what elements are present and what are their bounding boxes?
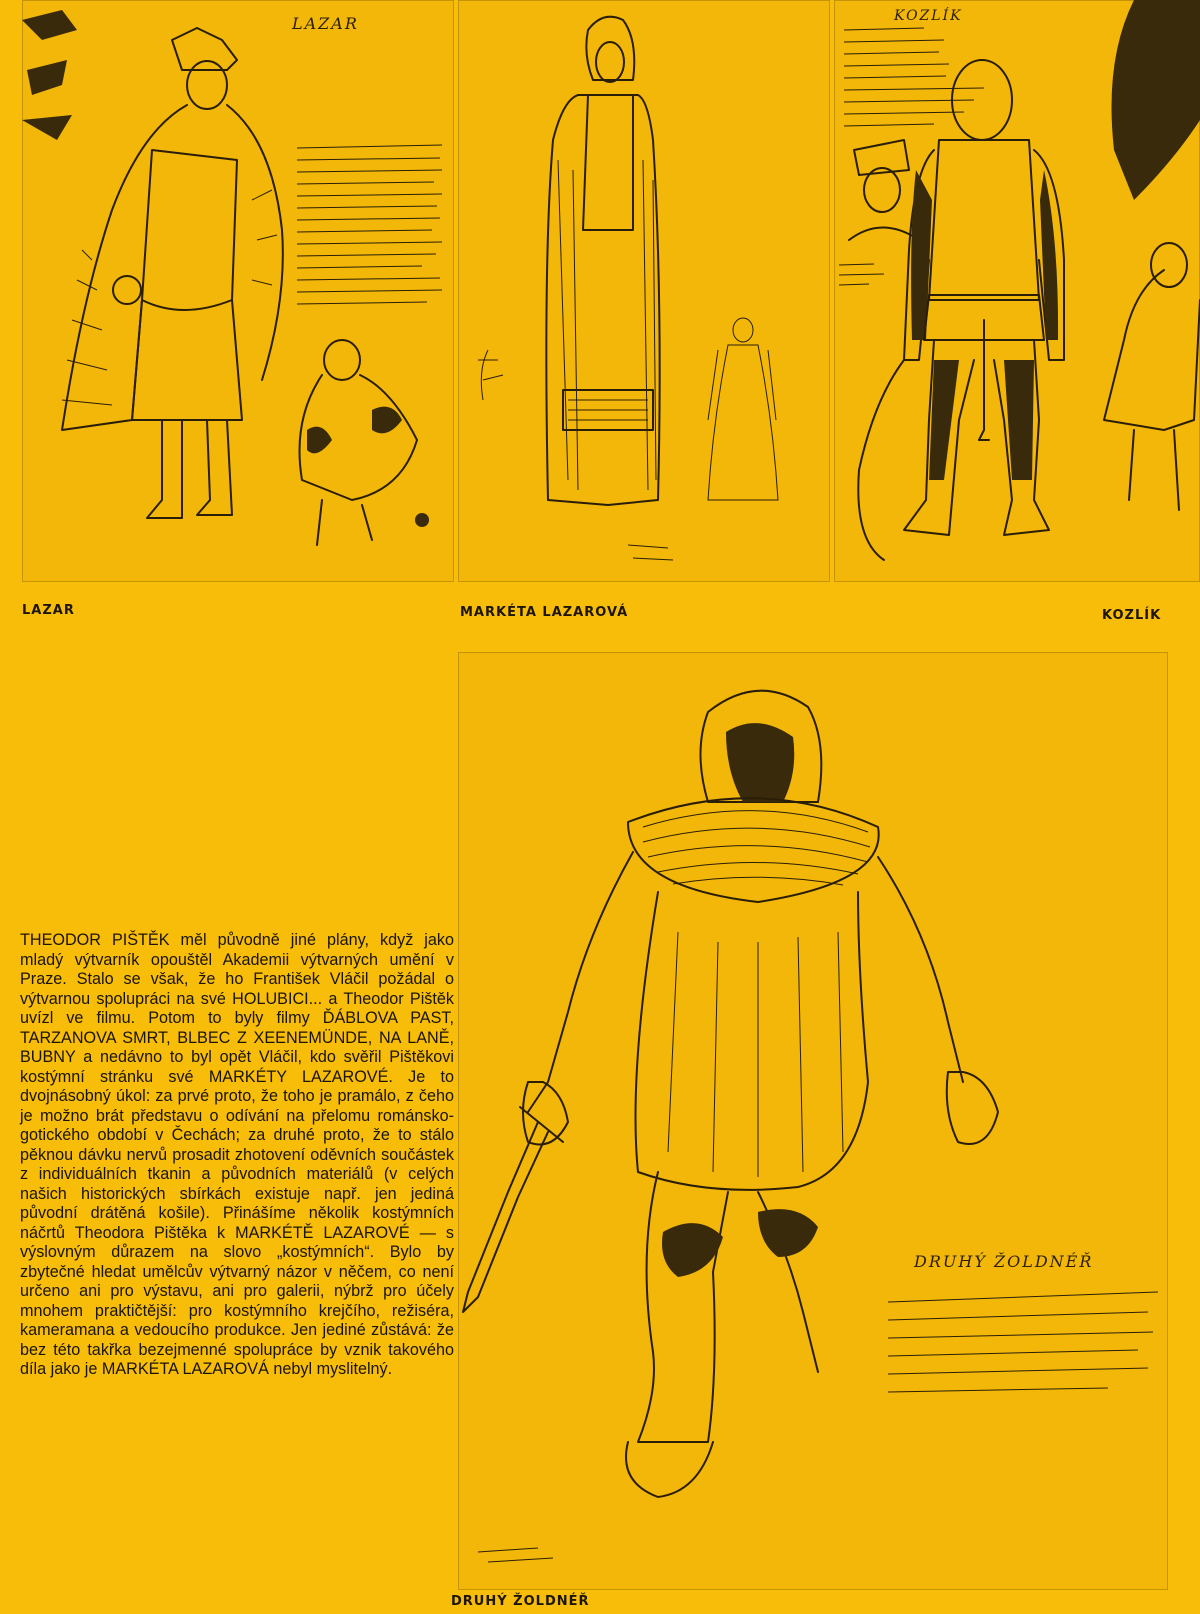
marketa-drawing bbox=[458, 0, 830, 582]
lazar-handwritten-label: LAZAR bbox=[292, 14, 359, 33]
caption-marketa: MARKÉTA LAZAROVÁ bbox=[460, 605, 629, 620]
caption-kozlik: KOZLÍK bbox=[1102, 608, 1162, 623]
sketch-kozlik bbox=[834, 0, 1200, 582]
caption-lazar: LAZAR bbox=[22, 603, 75, 618]
sketch-zoldner bbox=[458, 652, 1168, 1590]
sketch-lazar bbox=[22, 0, 454, 582]
lazar-drawing bbox=[22, 0, 454, 582]
zoldner-drawing bbox=[458, 652, 1168, 1590]
caption-zoldner: DRUHÝ ŽOLDNÉŘ bbox=[451, 1594, 590, 1609]
kozlik-handwritten-label: KOZLÍK bbox=[894, 8, 963, 24]
zoldner-handwritten-label: DRUHÝ ŽOLDNÉŘ bbox=[914, 1252, 1094, 1271]
sketch-marketa bbox=[458, 0, 830, 582]
article-body: THEODOR PIŠTĚK měl původně jiné plány, když jako mladý výtvarník opouštěl Akademii výtvarných umění v Praze. Stalo se však, že ho František Vláčil požádal o výtvarnou spolupráci na své HOLUBICI... a Theodor Pištěk uvízl ve filmu. Potom to byly filmy ĎÁBLOVA PAST, TARZANOVA SMRT, BLBEC Z XEENEMÜNDE, NA LANĚ, BUBNY a nedávno to byl opět Vláčil, kdo svěřil Pištěkovi kostýmní stránku své MARKÉTY LAZAROVÉ. Je to dvojnásobný úkol: za prvé proto, že toho je pramálo, z čeho je možno brát představu o odívání na přelomu románsko-gotického období v Čechách; za druhé proto, že to stálo pěknou dávku nervů prosadit zhotovení oděvních součástek z individuálních tkanin a původních materiálů (v celých našich historických sbírkách existuje např. jen jediná původní drátěná košile). Přinášíme několik kostýmních náčrtů Theodora Pištěka k MARKÉTĚ LAZAROVÉ — s výslovným důrazem na slovo „kostýmních“. Bylo by zbytečné hledat umělcův výtvarný názor v něčem, co není určeno ani pro výstavu, ani pro galerii, nýbrž pro účely mnohem praktičtější: pro kostýmního krejčího, režiséra, kameramana a vedoucího produkce. Jen jediné zůstává: že bez této takřka bezejmenné spolupráce by vznik takového díla jako je MARKÉTA LAZAROVÁ nebyl myslitelný. bbox=[20, 931, 454, 1378]
kozlik-drawing bbox=[834, 0, 1200, 582]
